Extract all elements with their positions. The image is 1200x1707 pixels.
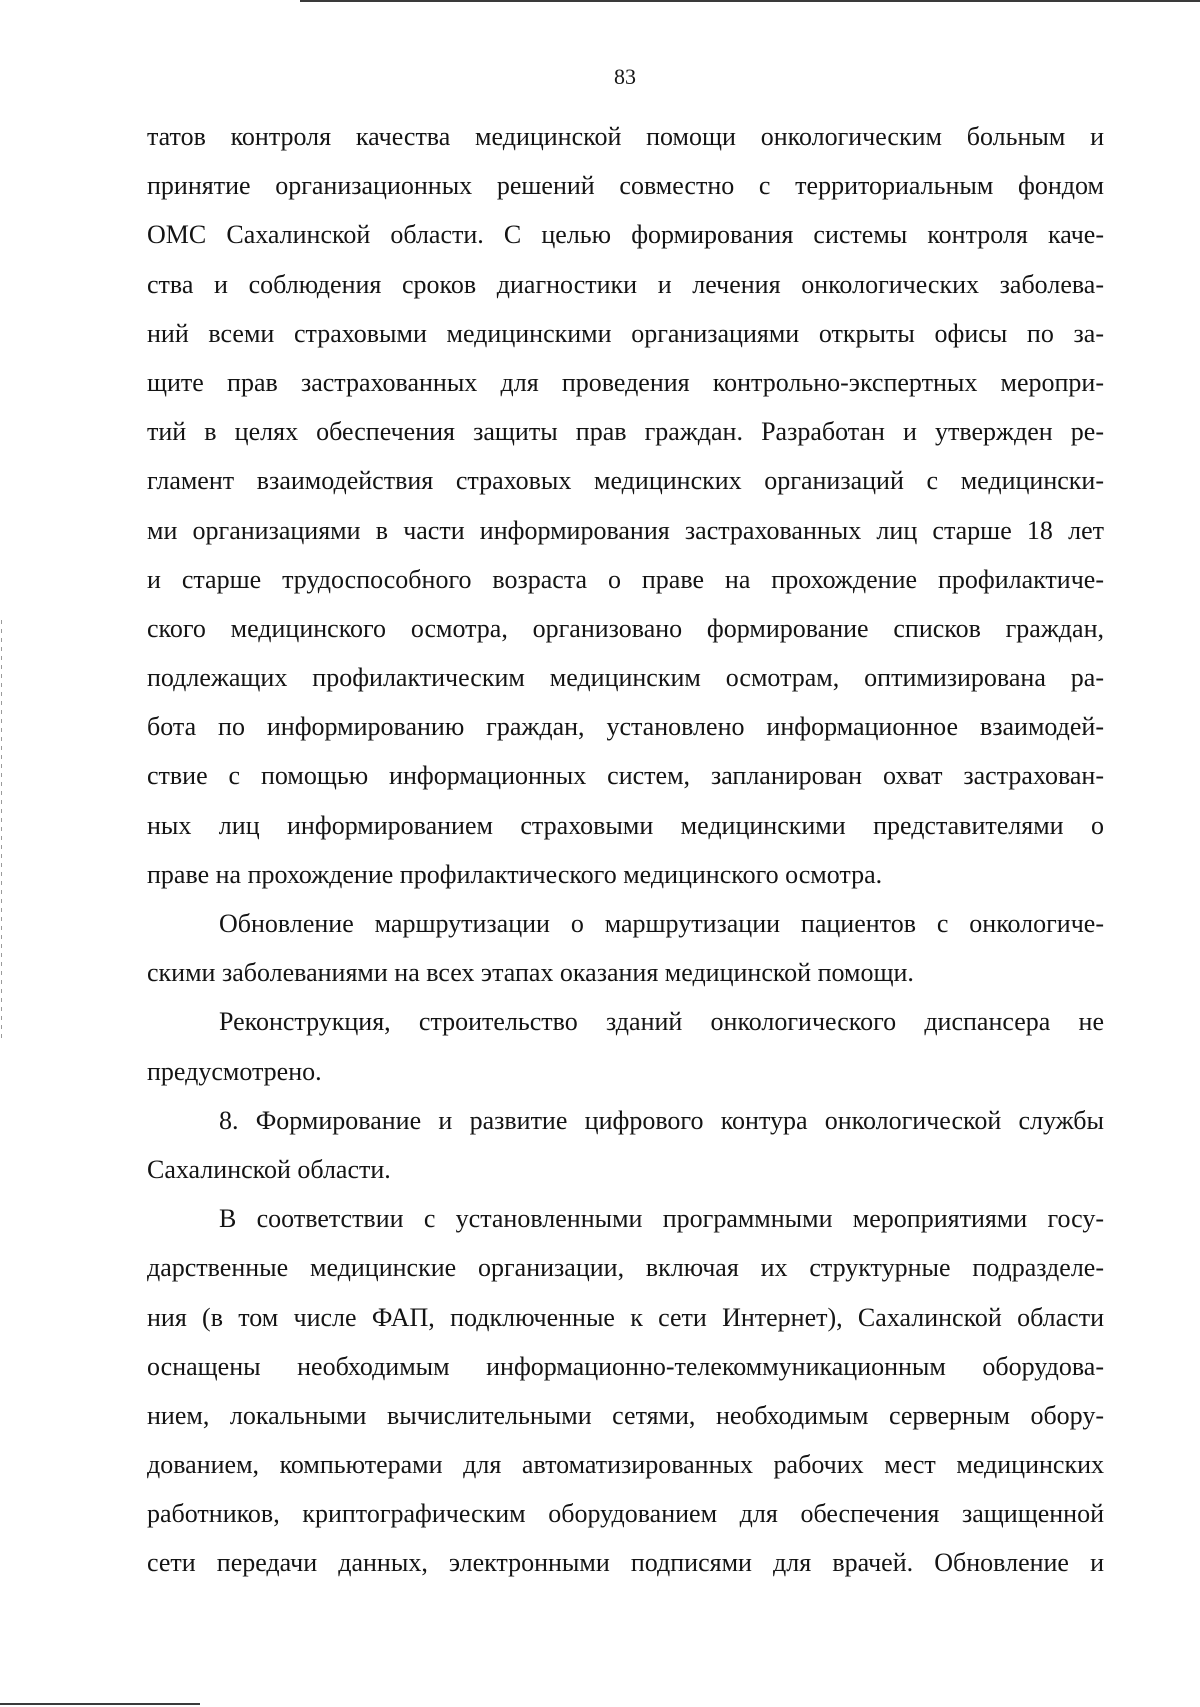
text-line: оснащены необходимым информационно-телекоммуникационным оборудова-: [147, 1351, 1104, 1381]
text-line: татов контроля качества медицинской помощи онкологическим больным и: [147, 122, 1104, 151]
text-line: ний всеми страховыми медицинскими организациями открыты офисы по за-: [147, 318, 1104, 348]
text-line: ства и соблюдения сроков диагностики и лечения онкологических заболева-: [147, 269, 1104, 299]
text-line: Реконструкция, строительство зданий онкологического диспансера не: [219, 1007, 1104, 1037]
text-line: подлежащих профилактическим медицинским осмотрам, оптимизирована ра-: [147, 663, 1104, 693]
text-line: ных лиц информированием страховыми медицинскими представителями о: [147, 810, 1104, 840]
text-line: скими заболеваниями на всех этапах оказания медицинской помощи.: [147, 958, 914, 988]
text-line: дованием, компьютерами для автоматизированных рабочих мест медицинских: [147, 1450, 1104, 1480]
text-line: и старше трудоспособного возраста о праве на прохождение профилактиче-: [147, 564, 1104, 594]
text-line: работников, криптографическим оборудованием для обеспечения защищенной: [147, 1499, 1104, 1529]
text-line: Обновление маршрутизации о маршрутизации пациентов с онкологиче-: [219, 909, 1104, 938]
text-line: гламент взаимодействия страховых медицинских организаций с медицински-: [147, 466, 1104, 496]
document-body: [147, 112, 1104, 1588]
text-line: В соответствии с установленными программными мероприятиями госу-: [219, 1204, 1104, 1234]
text-line: сети передачи данных, электронными подписями для врачей. Обновление и: [147, 1548, 1104, 1578]
text-line: праве на прохождение профилактического медицинского осмотра.: [147, 859, 883, 889]
scan-edge-left: [1, 620, 2, 1040]
text-line: Сахалинской области.: [147, 1154, 391, 1184]
text-line: тий в целях обеспечения защиты прав граждан. Разработан и утвержден ре-: [147, 417, 1104, 447]
scan-border-bottom: [0, 1703, 200, 1705]
text-line: бота по информированию граждан, установлено информационное взаимодей-: [147, 712, 1104, 742]
page-number: 83: [614, 64, 636, 89]
text-line: нием, локальными вычислительными сетями, необходимым серверным обору-: [147, 1400, 1104, 1430]
text-line: ния (в том числе ФАП, подключенные к сети Интернет), Сахалинской области: [147, 1302, 1104, 1332]
text-line: ствие с помощью информационных систем, запланирован охват застрахован-: [147, 761, 1104, 791]
scan-border-top: [300, 0, 1200, 2]
text-line: принятие организационных решений совместно с территориальным фондом: [147, 171, 1104, 201]
text-line: дарственные медицинские организации, включая их структурные подразделе-: [147, 1253, 1104, 1283]
text-line: предусмотрено.: [147, 1056, 322, 1086]
text-line: ОМС Сахалинской области. С целью формирования системы контроля каче-: [147, 220, 1104, 250]
text-line: ского медицинского осмотра, организовано формирование списков граждан,: [147, 613, 1104, 643]
text-line: щите прав застрахованных для проведения контрольно-экспертных меропри-: [147, 367, 1104, 397]
text-line: 8. Формирование и развитие цифрового контура онкологической службы: [219, 1105, 1104, 1135]
text-line: ми организациями в части информирования застрахованных лиц старше 18 лет: [147, 515, 1104, 545]
